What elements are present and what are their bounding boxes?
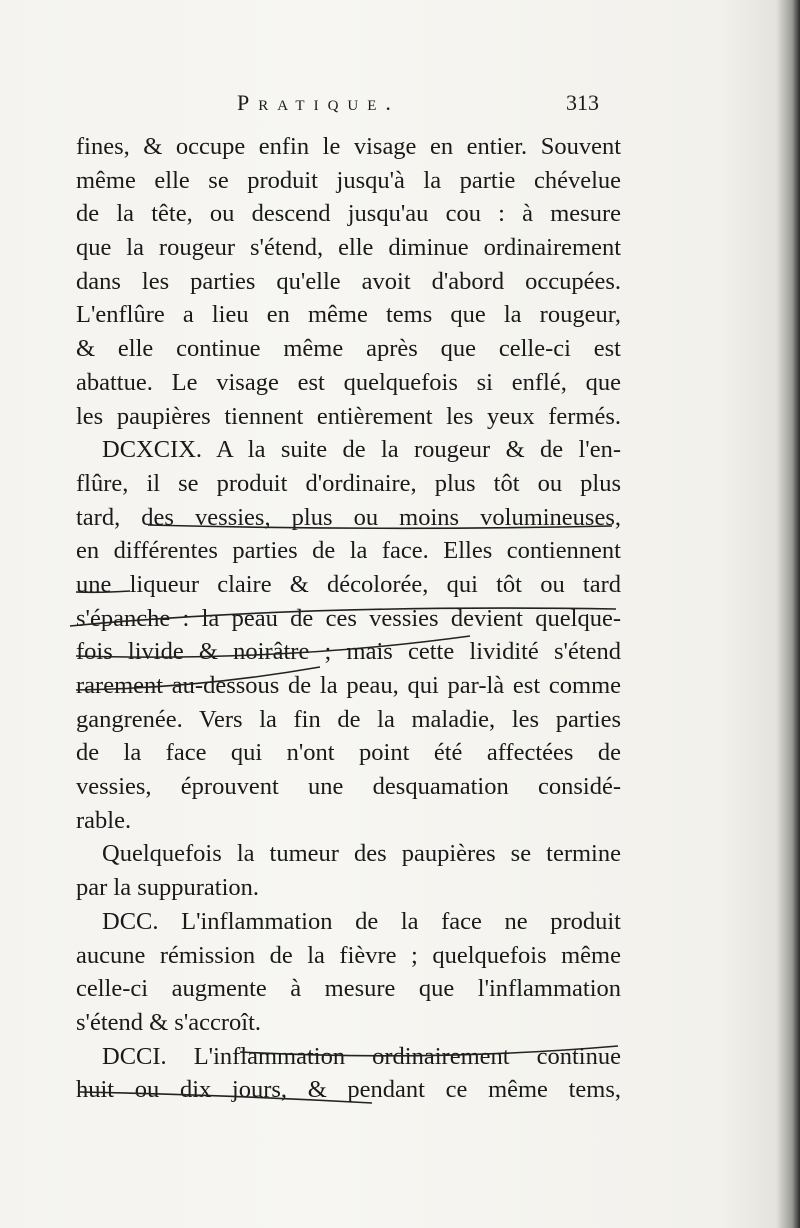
- paragraph-line: Quelquefois la tumeur des paupières se termine: [102, 840, 621, 868]
- text-line: rarement au-dessous de la peau, qui par-là est comme: [76, 672, 621, 699]
- text-line: s'étend & s'accroît.: [76, 1008, 262, 1036]
- text-line: abattue. Le visage est quelquefois si enflé, que: [76, 368, 621, 396]
- text-line: huit ou dix jours, & pendant ce même tems,: [76, 1076, 621, 1104]
- running-head-title: Pratique.: [237, 90, 400, 115]
- text-line: même elle se produit jusqu'à la partie chévelue: [76, 166, 621, 194]
- body-text: [76, 130, 621, 1107]
- text-line: dans les parties qu'elle avoit d'abord occupées.: [76, 267, 621, 295]
- text-line: que la rougeur s'étend, elle diminue ordinairement: [76, 234, 621, 262]
- text-line: fois livide & noirâtre ; mais cette lividité s'étend: [76, 638, 621, 666]
- text-line: celle-ci augmente à mesure que l'inflammation: [76, 975, 621, 1003]
- text-line: s'épanche : la peau de ces vessies devient quelque-: [76, 604, 621, 632]
- text-line: vessies, éprouvent une desquamation considé-: [76, 773, 621, 801]
- text-line: par la suppuration.: [76, 874, 260, 902]
- text-line: fines, & occupe enfin le visage en entier. Souvent: [76, 133, 621, 160]
- section-heading-line: DCC. L'inflammation de la face ne produit: [102, 907, 621, 935]
- text-line: & elle continue même après que celle-ci est: [76, 335, 621, 363]
- text-line: tard, des vessies, plus ou moins volumineuses,: [76, 503, 621, 531]
- text-line: en différentes parties de la face. Elles contiennent: [76, 537, 621, 565]
- text-line: de la tête, ou descend jusqu'au cou : à mesure: [76, 200, 621, 228]
- text-line: de la face qui n'ont point été affectées de: [76, 739, 621, 767]
- page-number: 313: [566, 90, 599, 115]
- text-line: gangrenée. Vers la fin de la maladie, les parties: [76, 705, 621, 733]
- text-line: une liqueur claire & décolorée, qui tôt ou tard: [76, 570, 621, 598]
- section-heading-line: DCXCIX. A la suite de la rougeur & de l'en-: [102, 436, 621, 464]
- text-line: rable.: [76, 806, 132, 834]
- text-line: L'enflûre a lieu en même tems que la rougeur,: [76, 301, 621, 329]
- text-line: flûre, il se produit d'ordinaire, plus tôt ou plus: [76, 469, 621, 497]
- text-line: les paupières tiennent entièrement les yeux fermés.: [76, 402, 621, 430]
- section-heading-line: DCCI. L'inflammation ordinairement continue: [102, 1042, 621, 1070]
- running-head: [0, 90, 800, 120]
- text-line: aucune rémission de la fièvre ; quelquefois même: [76, 941, 621, 969]
